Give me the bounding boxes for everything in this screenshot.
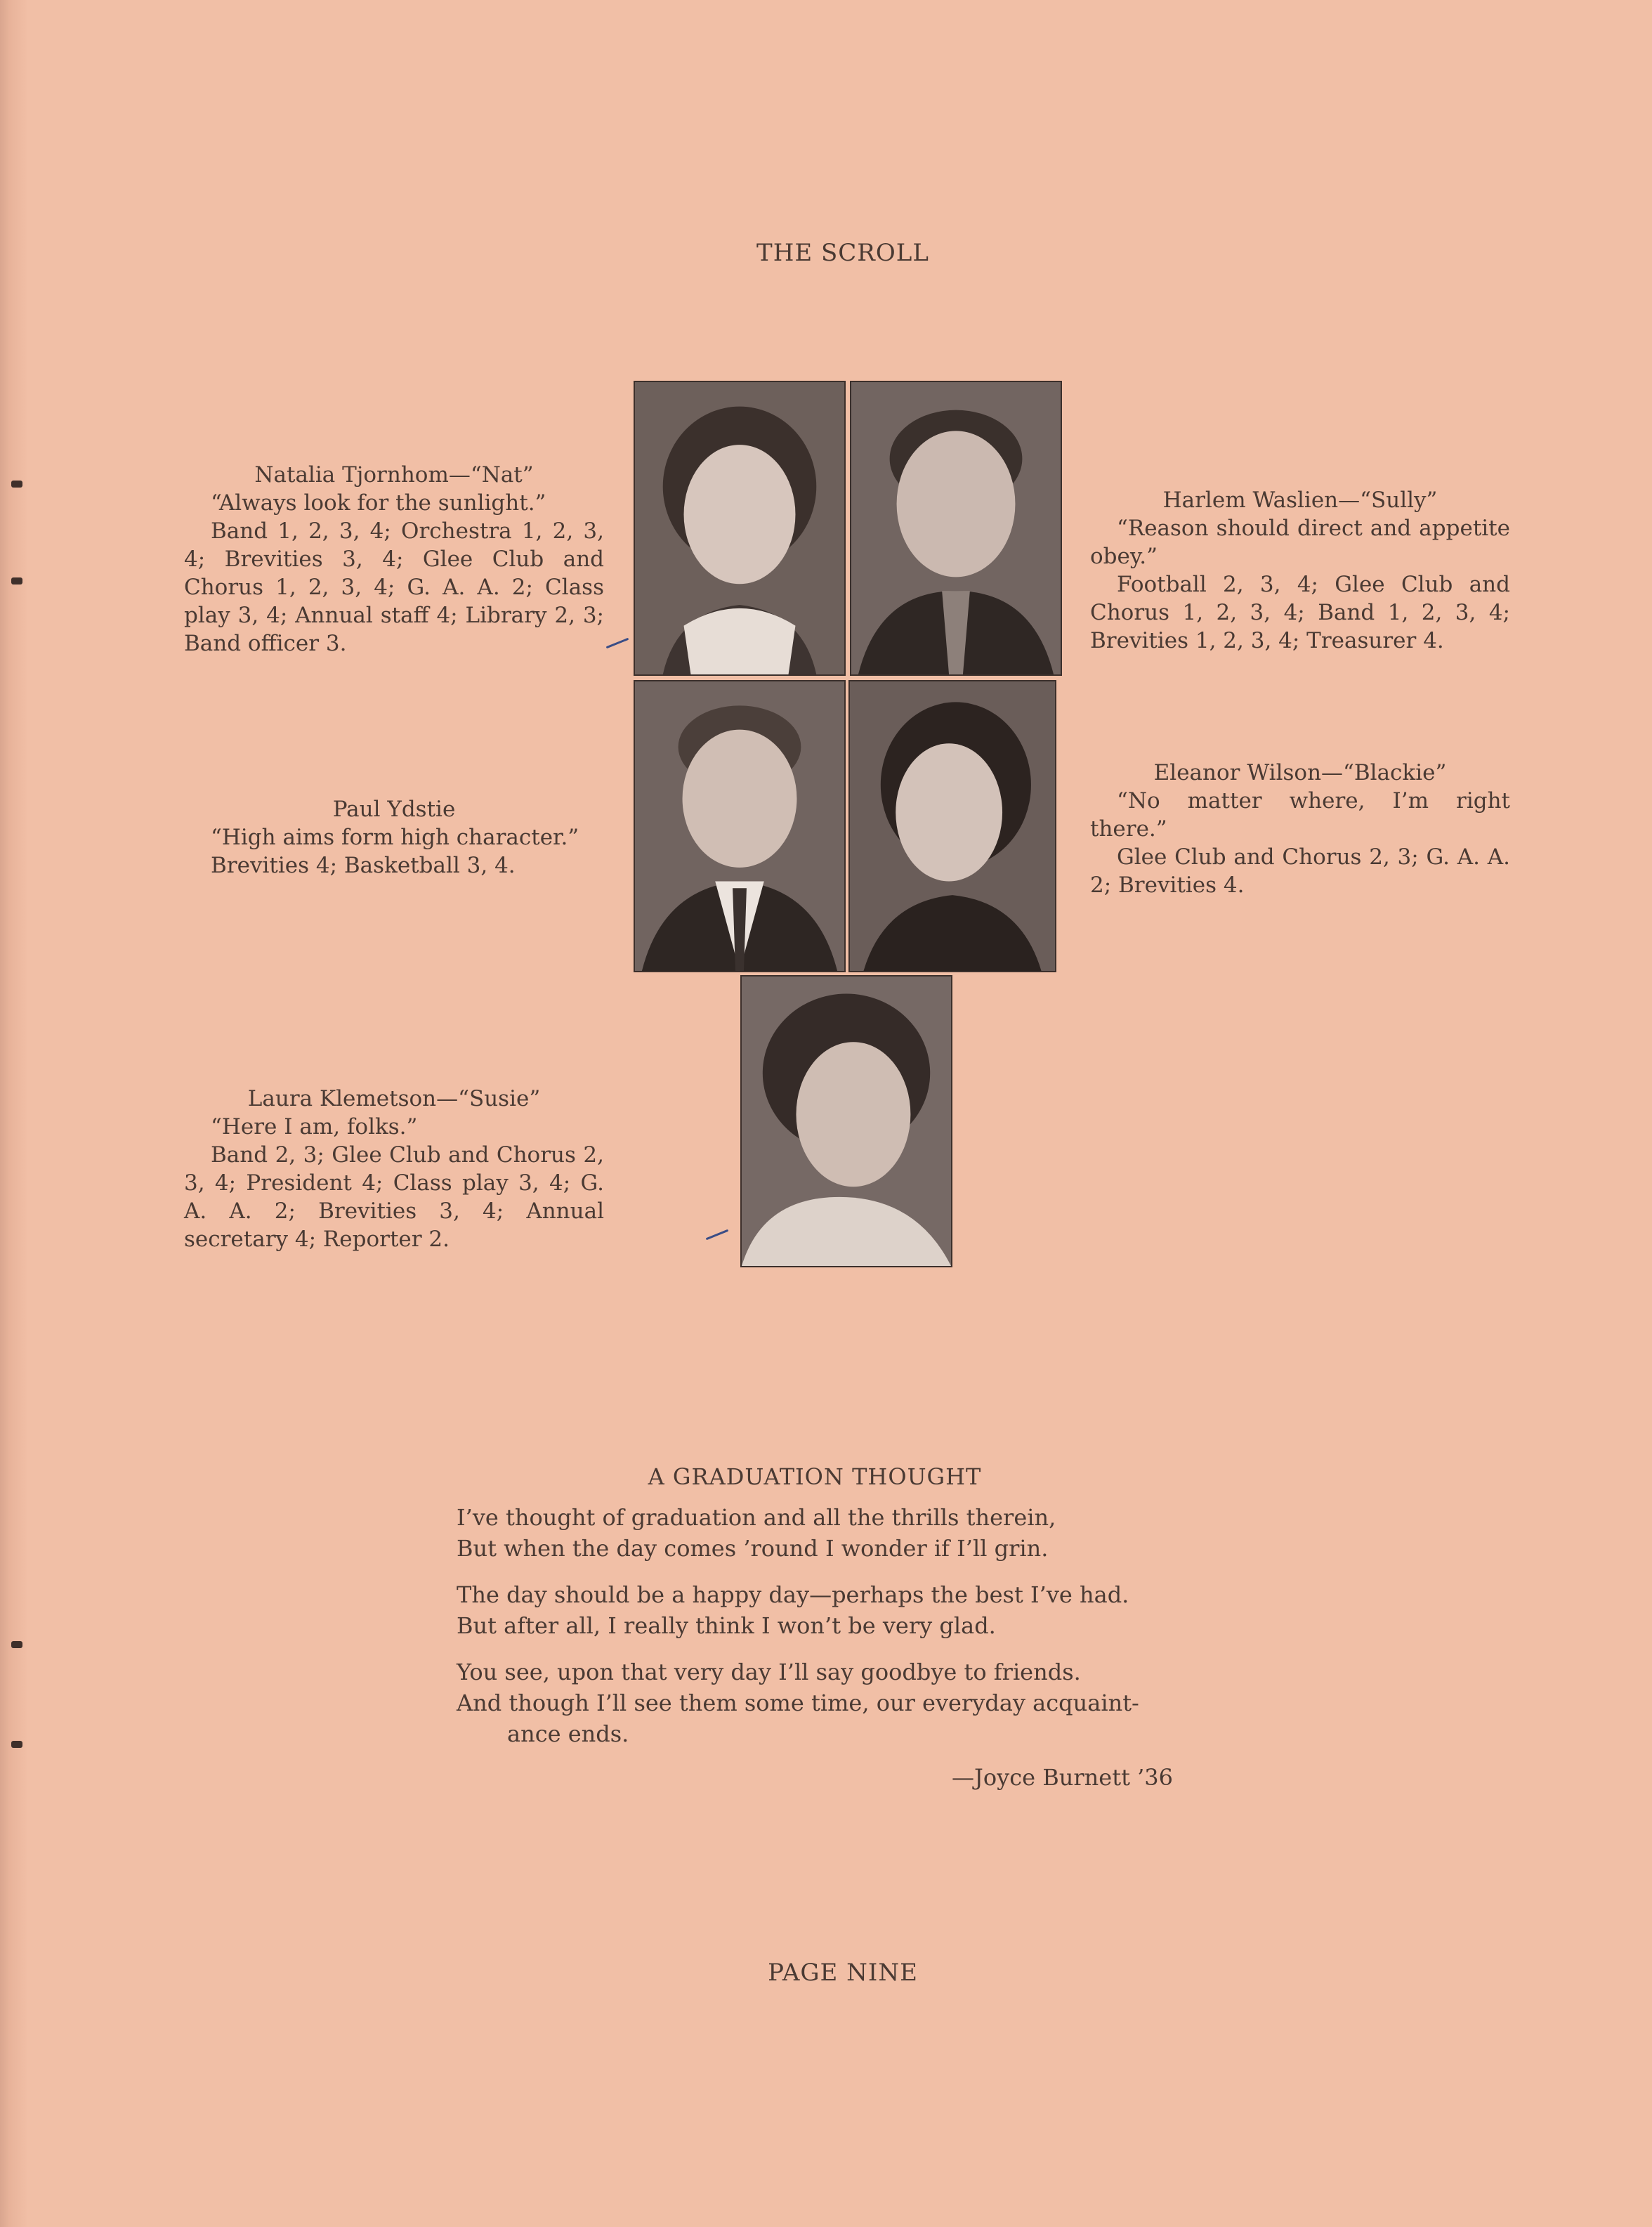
page-binding-edge (0, 0, 28, 2227)
portrait-photo-paul (634, 680, 846, 972)
poem-stanza (457, 1502, 1222, 1564)
poem-line: ance ends. (507, 1720, 629, 1747)
student-bio-harlem (1090, 486, 1510, 655)
student-activities: Band 2, 3; Glee Club and Chorus 2, 3, 4; President 4; Class play 3, 4; G. A. A. 2; Brevities 3, 4; Annual secretary 4; Reporter 2. (184, 1142, 604, 1252)
pencil-mark (706, 1229, 729, 1241)
student-bio-natalia (184, 461, 604, 658)
student-bio-paul (184, 795, 604, 880)
student-motto: “Here I am, folks.” (211, 1114, 418, 1139)
poem-title: A GRADUATION THOUGHT (648, 1463, 982, 1490)
page-number: PAGE NINE (768, 1959, 918, 1987)
portrait-photo-eleanor (848, 680, 1056, 972)
student-name: Laura Klemetson—“Susie” (247, 1086, 541, 1111)
student-bio-laura (184, 1085, 604, 1253)
staple-hole (11, 481, 22, 488)
poem-author: —Joyce Burnett ’36 (952, 1764, 1173, 1791)
page-header: THE SCROLL (756, 239, 929, 267)
student-name: Harlem Waslien—“Sully” (1162, 488, 1438, 513)
student-activities: Football 2, 3, 4; Glee Club and Chorus 1, 2, 3, 4; Band 1, 2, 3, 4; Brevities 1, 2, 3, 4; Treasurer 4. (1090, 572, 1510, 653)
poem-stanza (457, 1657, 1222, 1749)
poem-stanza (457, 1579, 1222, 1641)
student-motto: “No matter where, I’m right there.” (1090, 788, 1510, 842)
poem-line: But after all, I really think I won’t be very glad. (457, 1612, 996, 1639)
poem-line: You see, upon that very day I’ll say goodbye to friends. (457, 1659, 1081, 1685)
student-motto: “Reason should direct and appetite obey.” (1090, 516, 1510, 569)
portrait-photo-laura (740, 975, 952, 1267)
poem-line: But when the day comes ’round I wonder if I’ll grin. (457, 1535, 1049, 1562)
poem-line: I’ve thought of graduation and all the thrills therein, (457, 1504, 1056, 1531)
student-name: Eleanor Wilson—“Blackie” (1153, 760, 1447, 785)
student-activities: Band 1, 2, 3, 4; Orchestra 1, 2, 3, 4; Brevities 3, 4; Glee Club and Chorus 1, 2, 3, 4; G. A. A. 2; Class play 3, 4; Annual staff 4; Library 2, 3; Band officer 3. (184, 518, 604, 656)
student-activities: Glee Club and Chorus 2, 3; G. A. A. 2; Brevities 4. (1090, 844, 1510, 898)
student-bio-eleanor (1090, 759, 1510, 899)
student-motto: “Always look for the sunlight.” (211, 490, 546, 516)
poem-line: And though I’ll see them some time, our everyday acquaint- (457, 1690, 1139, 1716)
poem-line: The day should be a happy day—perhaps the best I’ve had. (457, 1581, 1129, 1608)
staple-hole (11, 577, 22, 584)
student-motto: “High aims form high character.” (211, 825, 579, 850)
pencil-mark (606, 638, 629, 649)
student-name: Paul Ydstie (332, 797, 456, 822)
staple-hole (11, 1741, 22, 1748)
portrait-photo-natalia (634, 381, 846, 676)
staple-hole (11, 1641, 22, 1648)
student-name: Natalia Tjornhom—“Nat” (254, 462, 534, 488)
student-activities: Brevities 4; Basketball 3, 4. (211, 853, 516, 878)
poem (457, 1461, 1222, 1793)
portrait-photo-harlem (850, 381, 1062, 676)
